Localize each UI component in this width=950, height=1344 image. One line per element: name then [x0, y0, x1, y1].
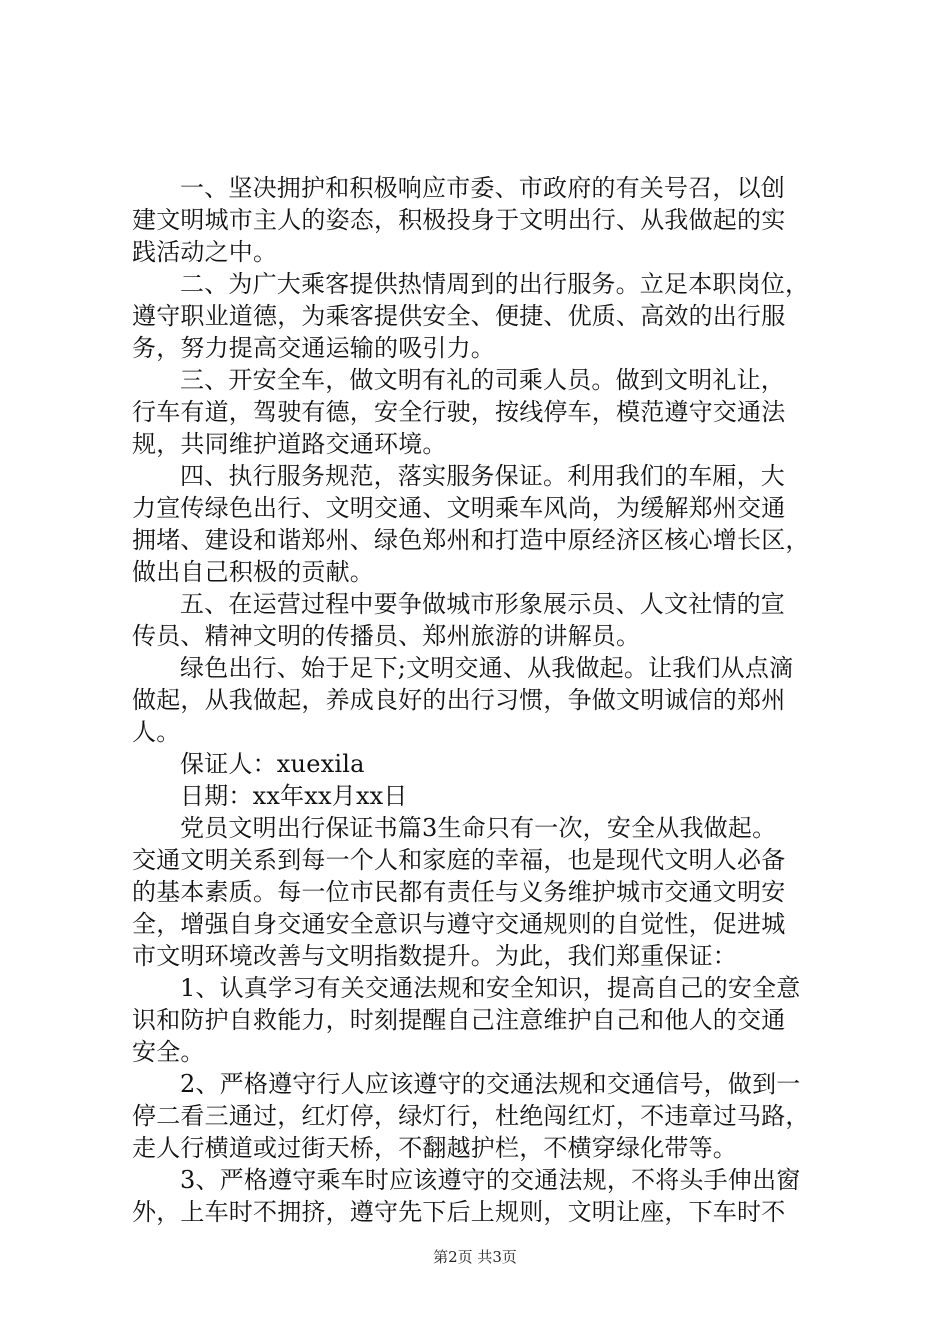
text-line: 识和防护自救能力，时刻提醒自己注意维护自己和他人的交通 — [132, 1006, 786, 1034]
text-line: 践活动之中。 — [132, 238, 278, 266]
text-line: 一、坚决拥护和积极响应市委、市政府的有关号召，以创 — [180, 174, 785, 202]
text-line: 拥堵、建设和谐郑州、绿色郑州和打造中原经济区核心增长区， — [132, 526, 810, 554]
text-line: 做起，从我做起，养成良好的出行习惯，争做文明诚信的郑州 — [132, 686, 786, 714]
text-line: 五、在运营过程中要争做城市形象展示员、人文社情的宣 — [180, 590, 785, 618]
text-line: 全，增强自身交通安全意识与遵守交通规则的自觉性，促进城 — [132, 910, 786, 938]
text-line: 三、开安全车，做文明有礼的司乘人员。做到文明礼让， — [180, 366, 785, 394]
page-footer: 第2页 共3页 — [433, 1248, 517, 1266]
text-line: 建文明城市主人的姿态，积极投身于文明出行、从我做起的实 — [132, 206, 786, 234]
text-line: 停二看三通过，红灯停，绿灯行，杜绝闯红灯，不违章过马路， — [132, 1102, 810, 1130]
text-line: 力宣传绿色出行、文明交通、文明乘车风尚，为缓解郑州交通 — [132, 494, 786, 522]
text-line: 遵守职业道德，为乘客提供安全、便捷、优质、高效的出行服 — [132, 302, 786, 330]
text-line: 保证人：xuexila — [180, 750, 365, 778]
document-body — [132, 172, 832, 1228]
text-line: 传员、精神文明的传播员、郑州旅游的讲解员。 — [132, 622, 641, 650]
text-line: 四、执行服务规范，落实服务保证。利用我们的车厢，大 — [180, 462, 785, 490]
text-line: 行车有道，驾驶有德，安全行驶，按线停车，模范遵守交通法 — [132, 398, 786, 426]
text-line: 绿色出行、始于足下;文明交通、从我做起。让我们从点滴 — [180, 654, 794, 682]
text-line: 做出自己积极的贡献。 — [132, 558, 374, 586]
text-line: 走人行横道或过街天桥，不翻越护栏，不横穿绿化带等。 — [132, 1134, 737, 1162]
text-line: 安全。 — [132, 1038, 205, 1066]
text-line: 3、严格遵守乘车时应该遵守的交通法规，不将头手伸出窗 — [180, 1166, 801, 1194]
text-line: 人。 — [132, 718, 181, 746]
text-line: 日期：xx年xx月xx日 — [180, 782, 408, 810]
text-line: 二、为广大乘客提供热情周到的出行服务。立足本职岗位， — [180, 270, 810, 298]
text-line: 2、严格遵守行人应该遵守的交通法规和交通信号，做到一 — [180, 1070, 801, 1098]
text-line: 党员文明出行保证书篇3生命只有一次，安全从我做起。 — [180, 814, 777, 842]
text-line: 务，努力提高交通运输的吸引力。 — [132, 334, 495, 362]
text-line: 外，上车时不拥挤，遵守先下后上规则，文明让座，下车时不 — [132, 1198, 786, 1226]
text-line: 市文明环境改善与文明指数提升。为此，我们郑重保证： — [132, 942, 737, 970]
text-line: 的基本素质。每一位市民都有责任与义务维护城市交通文明安 — [132, 878, 786, 906]
text-line: 1、认真学习有关交通法规和安全知识，提高自己的安全意 — [180, 974, 801, 1002]
text-line: 规，共同维护道路交通环境。 — [132, 430, 447, 458]
text-line: 交通文明关系到每一个人和家庭的幸福，也是现代文明人必备 — [132, 846, 786, 874]
